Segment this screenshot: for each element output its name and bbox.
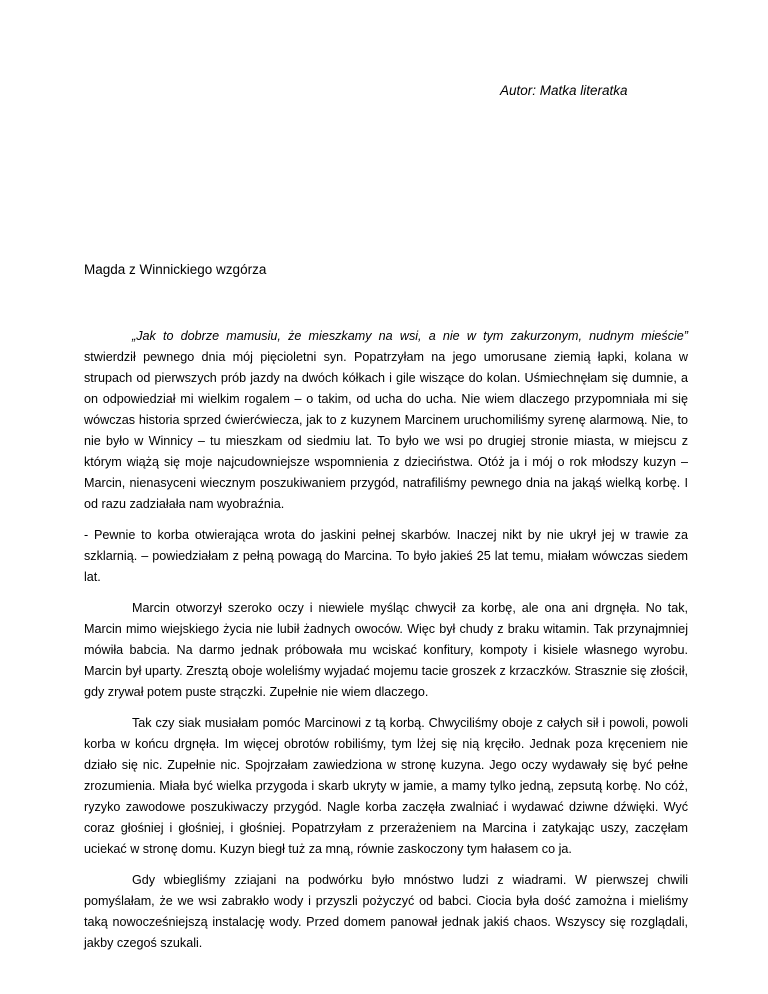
story-title: Magda z Winnickiego wzgórza [84,262,267,277]
opening-quote: „Jak to dobrze mamusiu, że mieszkamy na wsi, a nie w tym zakurzonym, nudnym mieście” [132,329,688,343]
paragraph-1-text: stwierdził pewnego dnia mój pięcioletni syn. Popatrzyłam na jego umorusane ziemią łapki, kolana w strupach od pierwszych prób jazdy na dwóch kółkach i gile wiszące do kolan. Uśmiechnęłam się dumnie, a on odpowiedział mi wielkim rogalem – o takim, od ucha do ucha. Nie wiem dlaczego przypomniała mi się wówczas historia sprzed ćwierćwiecza, jak to z kuzynem Marcinem uruchomiliśmy syrenę alarmową. Nie, to nie było w Winnicy – tu mieszkam od siedmiu lat. To było we wsi po drugiej stronie miasta, w miejscu z którym wiążą się moje najcudowniejsze wspomnienia z dzieciństwa. Otóż ja i mój o rok młodszy kuzyn – Marcin, nienasyceni wiecznym poszukiwaniem przygód, natrafiliśmy pewnego dnia na jakąś wielką korbę. I od razu zadziałała nam wyobraźnia. [84,350,688,511]
paragraph-1 [84,326,688,515]
author-line: Autor: Matka literatka [500,83,628,98]
paragraph-4: Tak czy siak musiałam pomóc Marcinowi z tą korbą. Chwyciliśmy oboje z całych sił i powoli, powoli korba w końcu drgnęła. Im więcej obrotów robiliśmy, tym lżej się nią kręciło. Jednak poza kręceniem nie działo się nic. Zupełnie nic. Spojrzałam zawiedziona w stronę kuzyna. Jego oczy wydawały się być pełne zrozumienia. Miała być wielka przygoda i skarb ukryty w jamie, a mamy tylko jedną, zepsutą korbę. No cóż, ryzyko zawodowe poszukiwaczy przygód. Nagle korba zaczęła zwalniać i wydawać dziwne dźwięki. Wyć coraz głośniej i głośniej, i głośniej. Popatrzyłam z przerażeniem na Marcina i zatykając uszy, zaczęłam uciekać w stronę domu. Kuzyn biegł tuż za mną, równie zaskoczony tym hałasem co ja. [84,716,688,856]
paragraph-5: Gdy wbiegliśmy zziajani na podwórku było mnóstwo ludzi z wiadrami. W pierwszej chwili pomyślałam, że we wsi zabrakło wody i przyszli pożyczyć od babci. Ciocia była dość zamożna i mieliśmy taką nowocześniejszą instalację wody. Przed domem panował jednak jakiś chaos. Wszyscy się rozglądali, jakby czegoś szukali. [84,873,688,950]
paragraph-2: - Pewnie to korba otwierająca wrota do jaskini pełnej skarbów. Inaczej nikt by nie ukrył jej w trawie za szklarnią. – powiedziałam z pełną powagą do Marcina. To było jakieś 25 lat temu, miałam wówczas siedem lat. [84,528,688,584]
story-body [84,326,688,964]
paragraph-3: Marcin otworzył szeroko oczy i niewiele myśląc chwycił za korbę, ale ona ani drgnęła. No tak, Marcin mimo wiejskiego życia nie lubił żadnych owoców. Więc był chudy z braku witamin. Tak przynajmniej mówiła babcia. Na darmo jednak próbowała mu wciskać konfitury, kompoty i kisiele własnego wyrobu. Marcin był uparty. Zresztą oboje woleliśmy wyjadać mojemu tacie groszek z krzaczków. Strasznie się złościł, gdy zrywał potem puste strączki. Zupełnie nie wiem dlaczego. [84,601,688,699]
